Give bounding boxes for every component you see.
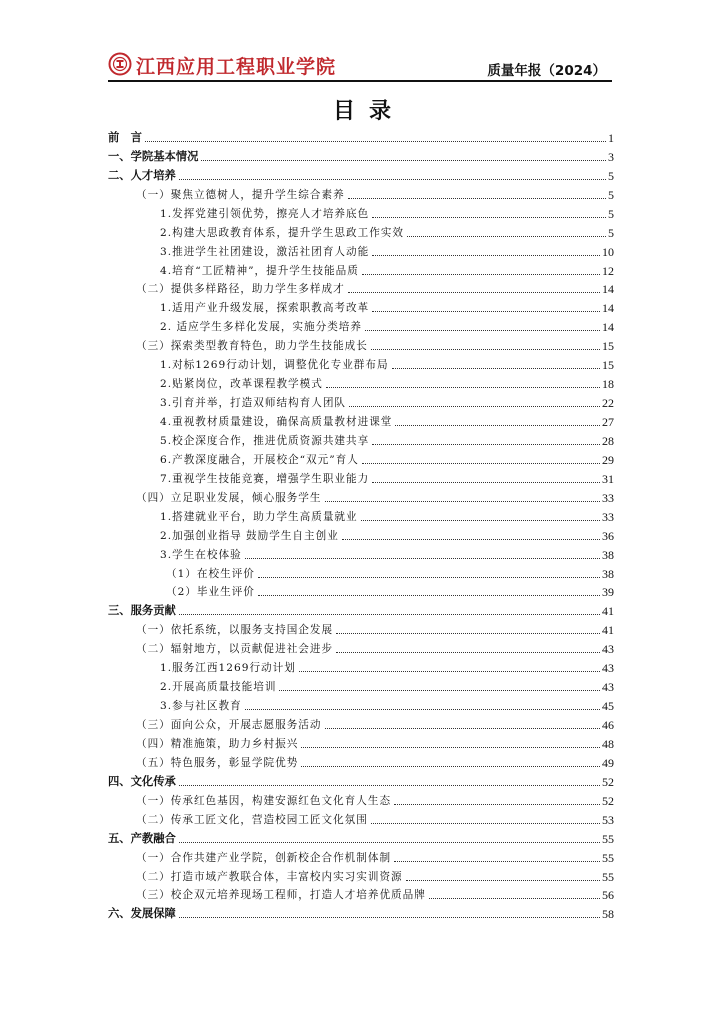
toc-entry-page: 45 <box>602 699 614 714</box>
toc-dot-leader <box>245 708 600 710</box>
toc-entry[interactable] <box>108 429 614 448</box>
toc-entry-text: （四）立足职业发展，倾心服务学生 <box>136 491 322 504</box>
report-title: 质量年报（2024） <box>487 63 606 79</box>
toc-entry[interactable] <box>108 221 614 240</box>
toc-entry[interactable] <box>108 581 614 600</box>
toc-entry-page: 41 <box>602 604 614 619</box>
toc-entry-page: 33 <box>602 509 614 524</box>
toc-entry-page: 31 <box>602 471 614 486</box>
toc-entry-page: 27 <box>602 415 614 429</box>
toc-dot-leader <box>361 519 600 521</box>
toc-entry-text: （二）传承工匠文化，营造校园工匠文化氛围 <box>136 813 368 826</box>
toc-entry-page: 41 <box>602 623 614 638</box>
toc-entry[interactable] <box>108 145 614 164</box>
toc-entry-text: 7.重视学生技能竞赛，增强学生职业能力 <box>160 472 370 485</box>
toc-entry-page: 43 <box>602 680 614 695</box>
toc-dot-leader <box>406 879 600 881</box>
toc-entry-text: （二）辐射地方，以贡献促进社会进步 <box>136 643 334 656</box>
toc-dot-leader <box>301 746 600 748</box>
toc-entry-page: 36 <box>602 528 614 543</box>
toc-entry[interactable] <box>108 808 614 827</box>
toc-entry-text: 3.推进学生社团建设，激活社团育人动能 <box>160 245 370 258</box>
toc-entry-page: 18 <box>602 377 614 392</box>
toc-dot-leader <box>279 689 600 691</box>
toc-entry-page: 28 <box>602 433 614 448</box>
toc-entry-text: 3.引育并举，打造双师结构育人团队 <box>160 397 347 410</box>
toc-entry[interactable] <box>108 770 614 789</box>
toc-dot-leader <box>301 765 600 767</box>
toc-entry[interactable] <box>108 315 614 334</box>
toc-entry-text: 1.搭建就业平台，助力学生高质量就业 <box>160 510 358 523</box>
toc-entry-text: 2.构建大思政教育体系，提升学生思政工作实效 <box>160 226 404 239</box>
school-name: 江西应用工程职业学院 <box>136 56 337 78</box>
toc-entry-page: 3 <box>608 149 614 164</box>
toc-dot-leader <box>395 424 600 426</box>
toc-entry[interactable] <box>108 448 614 467</box>
toc-entry-text: 2. 适应学生多样化发展，实施分类培养 <box>160 321 362 334</box>
toc-entry-page: 15 <box>602 358 614 373</box>
toc-dot-leader <box>336 651 600 653</box>
toc-entry[interactable] <box>108 751 614 770</box>
toc-entry-text: 6.产教深度融合，开展校企“双元”育人 <box>160 453 359 466</box>
toc-entry-page: 5 <box>608 187 614 202</box>
toc-entry-text: （二）打造市域产教联合体，丰富校内实习实训资源 <box>136 870 403 883</box>
toc-entry[interactable] <box>108 656 614 675</box>
toc-entry[interactable] <box>108 505 614 524</box>
toc-dot-leader <box>372 443 600 445</box>
toc-entry[interactable] <box>108 827 614 846</box>
toc-entry-text: （一）传承红色基因，构建安源红色文化育人生态 <box>136 794 392 807</box>
toc-dot-leader <box>245 557 600 559</box>
toc-entry-text: （三）面向公众，开展志愿服务活动 <box>136 719 322 731</box>
toc-entry-text: 二、人才培养 <box>108 168 176 182</box>
toc-entry-page: 58 <box>602 907 614 922</box>
school-seal-logo-icon <box>108 52 132 76</box>
toc-entry[interactable] <box>108 675 614 694</box>
page-header <box>108 50 612 80</box>
toc-entry-page: 15 <box>602 339 614 354</box>
toc-dot-leader <box>392 367 600 369</box>
toc-entry-page: 49 <box>602 755 614 770</box>
toc-entry-page: 53 <box>602 812 614 827</box>
toc-title: 目录 <box>332 99 405 124</box>
toc-entry-page: 22 <box>602 396 614 411</box>
toc-entry[interactable] <box>108 846 614 865</box>
toc-entry-page: 5 <box>608 225 614 240</box>
toc-entry[interactable] <box>108 334 614 353</box>
toc-entry-page: 38 <box>602 566 614 581</box>
toc-entry-page: 55 <box>602 869 614 884</box>
toc-entry[interactable] <box>108 543 614 562</box>
toc-entry[interactable] <box>108 164 614 183</box>
toc-entry-page: 52 <box>602 793 614 808</box>
toc-entry-page: 39 <box>602 585 614 600</box>
toc-entry-page: 48 <box>602 736 614 751</box>
toc-dot-leader <box>342 538 600 540</box>
toc-dot-leader <box>371 822 600 824</box>
toc-entry-text: 三、服务贡献 <box>108 604 176 618</box>
toc-entry[interactable] <box>108 410 614 429</box>
toc-entry-text: 四、文化传承 <box>108 774 176 788</box>
toc-entry-page: 5 <box>608 168 614 183</box>
toc-entry-page: 43 <box>602 642 614 657</box>
toc-entry-text: 3.学生在校体验 <box>160 548 242 561</box>
toc-dot-leader <box>201 159 606 161</box>
toc-dot-leader <box>365 329 600 331</box>
toc-entry-text: （一）合作共建产业学院，创新校企合作机制体制 <box>136 851 392 864</box>
toc-entry[interactable] <box>108 789 614 808</box>
toc-dot-leader <box>394 803 600 805</box>
toc-dot-leader <box>325 500 601 502</box>
toc-entry-text: （三）校企双元培养现场工程师，打造人才培养优质品牌 <box>136 889 426 902</box>
toc-entry-text: 3.参与社区教育 <box>160 700 242 713</box>
toc-entry[interactable] <box>108 486 614 505</box>
toc-entry[interactable] <box>108 467 614 486</box>
toc-entry-text: 六、发展保障 <box>108 907 176 921</box>
toc-entry-page: 55 <box>602 831 614 846</box>
toc-entry-page: 43 <box>602 661 614 676</box>
toc-entry[interactable] <box>108 278 614 297</box>
toc-entry[interactable] <box>108 183 614 202</box>
toc-entry[interactable] <box>108 902 614 921</box>
toc-entry[interactable] <box>108 732 614 751</box>
toc-entry[interactable] <box>108 884 614 903</box>
toc-dot-leader <box>179 841 600 843</box>
toc-entry-page: 52 <box>602 774 614 789</box>
toc-entry-page: 14 <box>602 282 614 297</box>
toc-dot-leader <box>372 216 606 218</box>
toc-entry[interactable] <box>108 259 614 278</box>
toc-entry-text: 2.贴紧岗位，改革课程教学模式 <box>160 378 323 391</box>
toc-entry-text: 前 言 <box>108 130 142 144</box>
toc-entry-text: （一）聚焦立德树人，提升学生综合素养 <box>136 188 345 201</box>
toc-entry[interactable] <box>108 694 614 713</box>
toc-entry[interactable] <box>108 391 614 410</box>
toc-entry-page: 33 <box>602 490 614 505</box>
toc-entry-page: 14 <box>602 320 614 335</box>
toc-entry-page: 38 <box>602 547 614 562</box>
toc-dot-leader <box>179 784 600 786</box>
toc-entry[interactable] <box>108 240 614 259</box>
toc-entry[interactable] <box>108 713 614 732</box>
toc-entry-page: 5 <box>608 206 614 221</box>
toc-dot-leader <box>336 632 600 634</box>
toc-entry-page: 1 <box>608 130 614 145</box>
toc-dot-leader <box>349 405 600 407</box>
toc-dot-leader <box>299 670 600 672</box>
toc-entry-text: （二）提供多样路径，助力学生多样成才 <box>136 283 345 296</box>
toc-entry-text: 五、产教融合 <box>108 831 176 845</box>
toc-entry-page: 46 <box>602 718 614 732</box>
toc-entry-page: 55 <box>602 850 614 865</box>
toc-entry-text: 一、学院基本情况 <box>108 149 199 163</box>
toc-dot-leader <box>179 916 600 918</box>
toc-entry[interactable] <box>108 524 614 543</box>
toc-dot-leader <box>371 348 600 350</box>
toc-entry-page: 14 <box>602 301 614 316</box>
toc-dot-leader <box>258 594 600 596</box>
toc-entry[interactable] <box>108 562 614 581</box>
toc-entry-text: （1）在校生评价 <box>166 567 255 580</box>
toc-entry-text: 4.重视教材质量建设，确保高质量教材进课堂 <box>160 416 393 428</box>
toc-dot-leader <box>394 860 600 862</box>
toc-dot-leader <box>372 481 600 483</box>
toc-entry[interactable] <box>108 353 614 372</box>
toc-entry-text: 1.服务江西1269行动计划 <box>160 662 296 675</box>
toc-dot-leader <box>429 897 600 899</box>
toc-entry-text: 2.加强创业指导 鼓励学生自主创业 <box>160 529 339 542</box>
toc-entry-text: 4.培育“工匠精神”，提升学生技能品质 <box>160 264 359 277</box>
toc-dot-leader <box>326 386 600 388</box>
toc-entry[interactable] <box>108 618 614 637</box>
table-of-contents <box>108 126 614 921</box>
toc-entry-text: （四）精准施策，助力乡村振兴 <box>136 737 299 750</box>
toc-entry-text: 2.开展高质量技能培训 <box>160 681 277 694</box>
toc-entry-page: 10 <box>602 244 614 259</box>
toc-dot-leader <box>407 235 606 237</box>
toc-entry-text: （2）毕业生评价 <box>166 586 255 599</box>
toc-entry[interactable] <box>108 296 614 315</box>
toc-entry-text: 1.发挥党建引领优势，擦亮人才培养底色 <box>160 207 370 220</box>
toc-entry[interactable] <box>108 599 614 618</box>
toc-dot-leader <box>325 727 601 729</box>
toc-dot-leader <box>348 197 606 199</box>
toc-dot-leader <box>362 273 600 275</box>
toc-entry[interactable] <box>108 865 614 884</box>
toc-dot-leader <box>348 291 600 293</box>
toc-entry-page: 29 <box>602 452 614 467</box>
toc-dot-leader <box>145 140 606 142</box>
toc-entry[interactable] <box>108 372 614 391</box>
toc-entry-text: 1.适用产业升级发展，探索职教高考改革 <box>160 302 370 315</box>
toc-entry[interactable] <box>108 202 614 221</box>
header-rule <box>108 80 612 82</box>
toc-dot-leader <box>372 310 600 312</box>
toc-entry-text: （五）特色服务，彰显学院优势 <box>136 756 299 769</box>
toc-dot-leader <box>179 613 600 615</box>
toc-entry[interactable] <box>108 637 614 656</box>
toc-dot-leader <box>372 254 600 256</box>
toc-dot-leader <box>362 462 600 464</box>
toc-entry-text: 1.对标1269行动计划，调整优化专业群布局 <box>160 359 389 372</box>
toc-entry-page: 12 <box>602 263 614 278</box>
toc-entry-text: （一）依托系统，以服务支持国企发展 <box>136 624 334 637</box>
toc-dot-leader <box>179 178 606 180</box>
toc-dot-leader <box>258 576 600 578</box>
toc-entry-text: （三）探索类型教育特色，助力学生技能成长 <box>136 340 368 353</box>
toc-entry-text: 5.校企深度合作，推进优质资源共建共享 <box>160 434 370 447</box>
toc-entry[interactable] <box>108 126 614 145</box>
toc-entry-page: 56 <box>602 888 614 903</box>
